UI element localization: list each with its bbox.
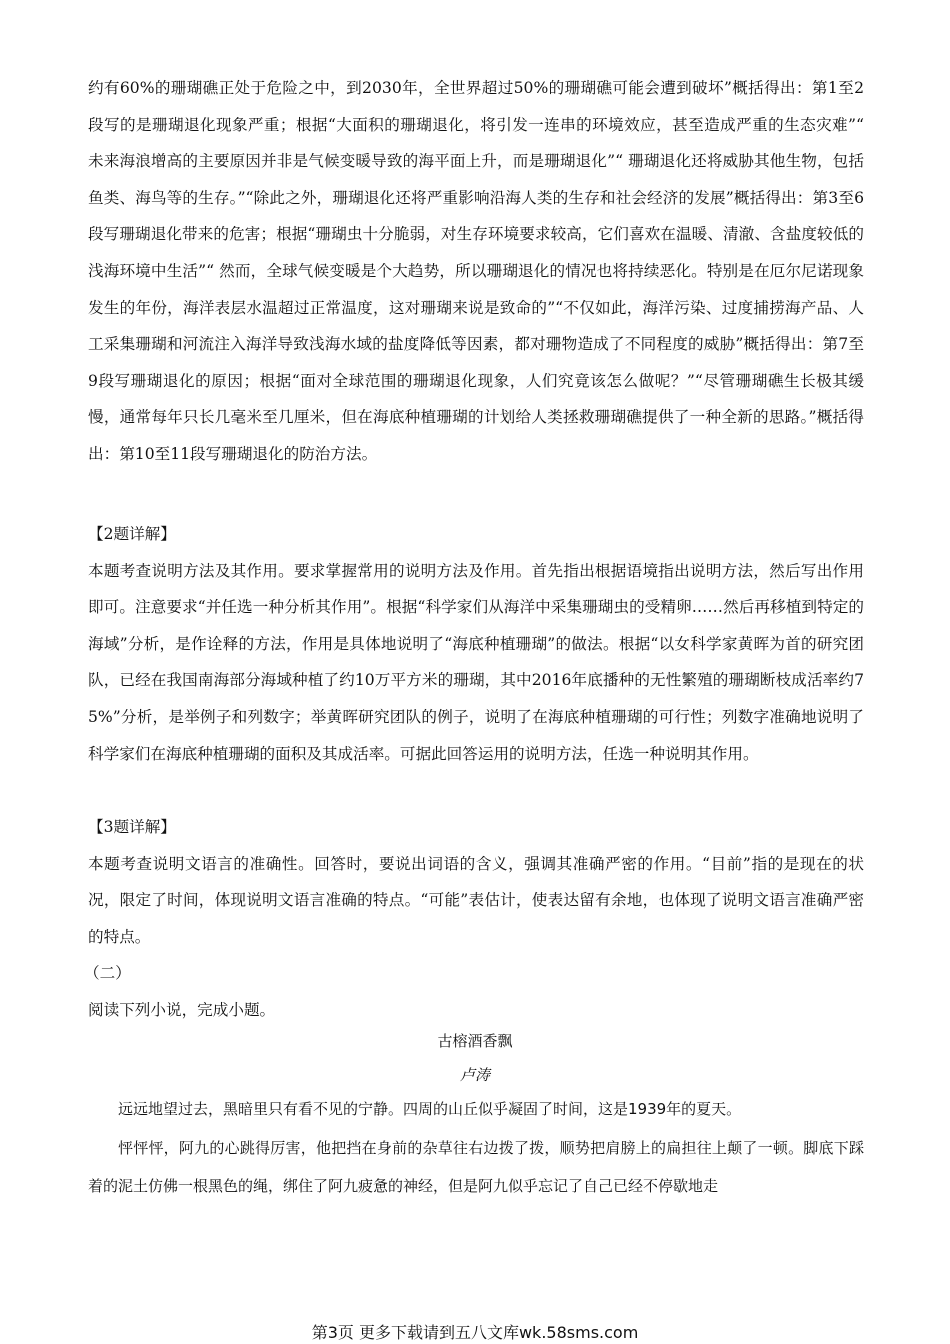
story-paragraph-1: 远远地望过去，黑暗里只有看不见的宁静。四周的山丘似乎凝固了时间，这是1939年的夏天。	[118, 1100, 742, 1118]
story-author: 卢涛	[459, 1066, 490, 1084]
question-3-answer: 本题考查说明文语言的准确性。回答时，要说出词语的含义，强调其准确严密的作用。“目前”指的是现在的状况，限定了时间，体现说明文语言准确的特点。“可能”表估计，使表达留有余地，也体现了说明文语言准确严密的特点。	[88, 854, 864, 946]
question-2-answer: 本题考查说明方法及其作用。要求掌握常用的说明方法及作用。首先指出根据语境指出说明方法，然后写出作用即可。注意要求“并任选一种分析其作用”。根据“科学家们从海洋中采集珊瑚虫的受精卵……然后再移植到特定的海域”分析，是作诠释的方法，作用是具体地说明了“海底种植珊瑚”的做法。根据“以女科学家黄晖为首的研究团队，已经在我国南海部分海域种植了约10万平方米的珊瑚，其中2016年底播种的无性繁殖的珊瑚断枝成活率约75%”分析，是举例子和列数字；举黄晖研究团队的例子，说明了在海底种植珊瑚的可行性；列数字准确地说明了科学家们在海底种植珊瑚的面积及其成活率。可据此回答运用的说明方法，任选一种说明其作用。	[88, 561, 864, 763]
section-2-heading: （二）	[84, 964, 131, 982]
question-3-section	[88, 809, 864, 955]
question-3-heading: 【3题详解】	[88, 818, 176, 836]
story-title: 古榕酒香飘	[437, 1032, 513, 1050]
section-2	[84, 955, 860, 992]
answer-block-1	[88, 70, 864, 473]
section-2-instruction-block	[88, 992, 864, 1029]
story-paragraph-2: 怦怦怦，阿九的心跳得厉害，他把挡在身前的杂草往右边拨了拨，顺势把肩膀上的扁担往上颠了一顿。脚底下踩着的泥土仿佛一根黑色的绳，绑住了阿九疲惫的神经，但是阿九似乎忘记了自己已经不停歇地走	[88, 1138, 864, 1195]
question-2-section	[88, 516, 864, 772]
question-2-heading: 【2题详解】	[88, 525, 176, 543]
answer-paragraph-1: 约有60%的珊瑚礁正处于危险之中，到2030年，全世界超过50%的珊瑚礁可能会遭到破坏”概括得出：第1至2段写的是珊瑚退化现象严重；根据“大面积的珊瑚退化，将引发一连串的环境效应，甚至造成严重的生态灾难”“ 未来海浪增高的主要原因并非是气候变暖导致的海平面上升，而是珊瑚退化”“ 珊瑚退化还将威胁其他生物，包括鱼类、海鸟等的生存。”“除此之外，珊瑚退化还将严重影响沿海人类的生存和社会经济的发展”概括得出：第3至6段写珊瑚退化带来的危害；根据“珊瑚虫十分脆弱，对生存环境要求较高，它们喜欢在温暖、清澈、含盐度较低的浅海环境中生活”“ 然而，全球气候变暖是个大趋势，所以珊瑚退化的情况也将持续恶化。特别是在厄尔尼诺现象发生的年份，海洋表层水温超过正常温度，这对珊瑚来说是致命的”“不仅如此，海洋污染、过度捕捞海产品、人工采集珊瑚和河流注入海洋导致浅海水域的盐度降低等因素，都对珊物造成了不同程度的威胁”概括得出：第7至9段写珊瑚退化的原因；根据“面对全球范围的珊瑚退化现象，人们究竟该怎么做呢？”“尽管珊瑚礁生长极其缓慢，通常每年只长几毫米至几厘米，但在海底种植珊瑚的计划给人类拯救珊瑚礁提供了一种全新的思路。”概括得出：第10至11段写珊瑚退化的防治方法。	[88, 79, 864, 463]
section-2-instruction: 阅读下列小说，完成小题。	[88, 1001, 276, 1019]
page-footer: 第3页 更多下载请到五八文库wk.58sms.com	[311, 1323, 639, 1342]
story-body	[88, 1090, 864, 1206]
